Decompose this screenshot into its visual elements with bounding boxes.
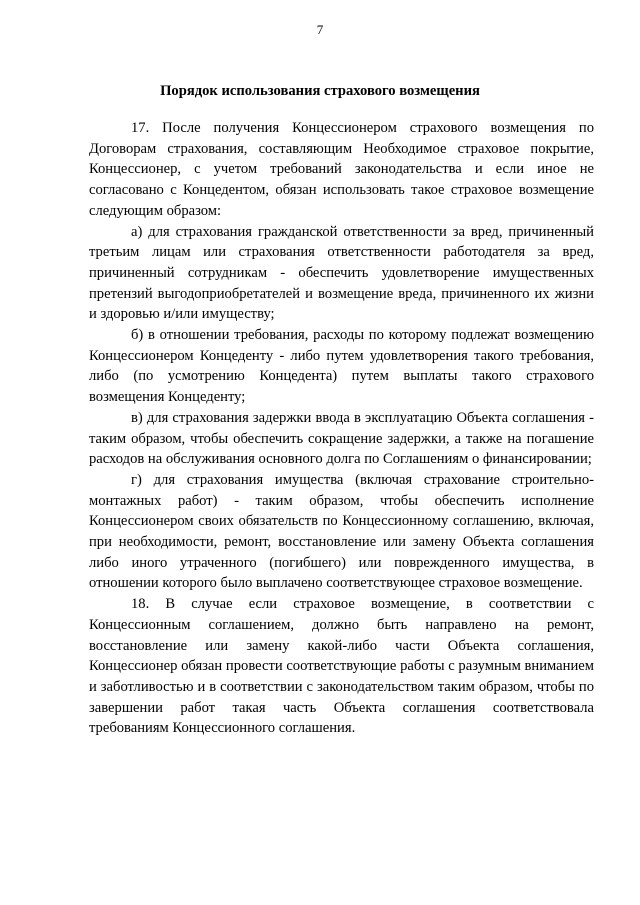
paragraph-17-v: в) для страхования задержки ввода в эксплуатацию Объекта соглашения - таким образом, чтобы обеспечить сокращение задержки, а также на погашение расходов на обслуживания основного долга по Соглашениям о финансировании; xyxy=(89,409,594,468)
paragraph-17-a: а) для страхования гражданской ответственности за вред, причиненный третьим лицам или страхования ответственности работодателя за вред, причиненный сотрудникам - обеспечить удовлетворение имущественных претензий выгодоприобретателей и возмещение вреда, причиненного их жизни и здоровью и/или имуществу; xyxy=(89,223,594,323)
paragraph-17: 17. После получения Концессионером страхового возмещения по Договорам страхования, составляющим Необходимое страховое покрытие, Концессионер, с учетом требований законодательства и если иное не согласовано с Концедентом, обязан использовать такое страховое возмещение следующим образом: xyxy=(89,120,594,219)
section-heading: Порядок использования страхового возмещения xyxy=(160,83,480,99)
paragraph-17-g: г) для страхования имущества (включая страхование строительно-монтажных работ) - таким образом, чтобы обеспечить исполнение Концессионером своих обязательств по Концессионному соглашению, включая, при необходимости, ремонт, восстановление или замену Объекта соглашения либо иного утраченного (погибшего) или поврежденного имущества, в отношении которого было выплачено соответствующее страховое возмещение. xyxy=(89,471,594,592)
page-number: 7 xyxy=(316,22,324,37)
paragraph-17-b: б) в отношении требования, расходы по которому подлежат возмещению Концессионером Концеденту - либо путем удовлетворения такого требования, либо (по усмотрению Концедента) путем выплаты такого страхового возмещения Концеденту; xyxy=(89,327,594,406)
paragraph-18: 18. В случае если страховое возмещение, в соответствии с Концессионным соглашением, должно быть направлено на ремонт, восстановление или замену какой-либо части Объекта соглашения, Концессионер обязан провести соответствующие работы с разумным вниманием и заботливостью и в соответствии с законодательством таким образом, чтобы по завершении работ такая часть Объекта соглашения соответствовала требованиям Концессионного соглашения. xyxy=(89,596,594,737)
document-body xyxy=(89,118,594,739)
